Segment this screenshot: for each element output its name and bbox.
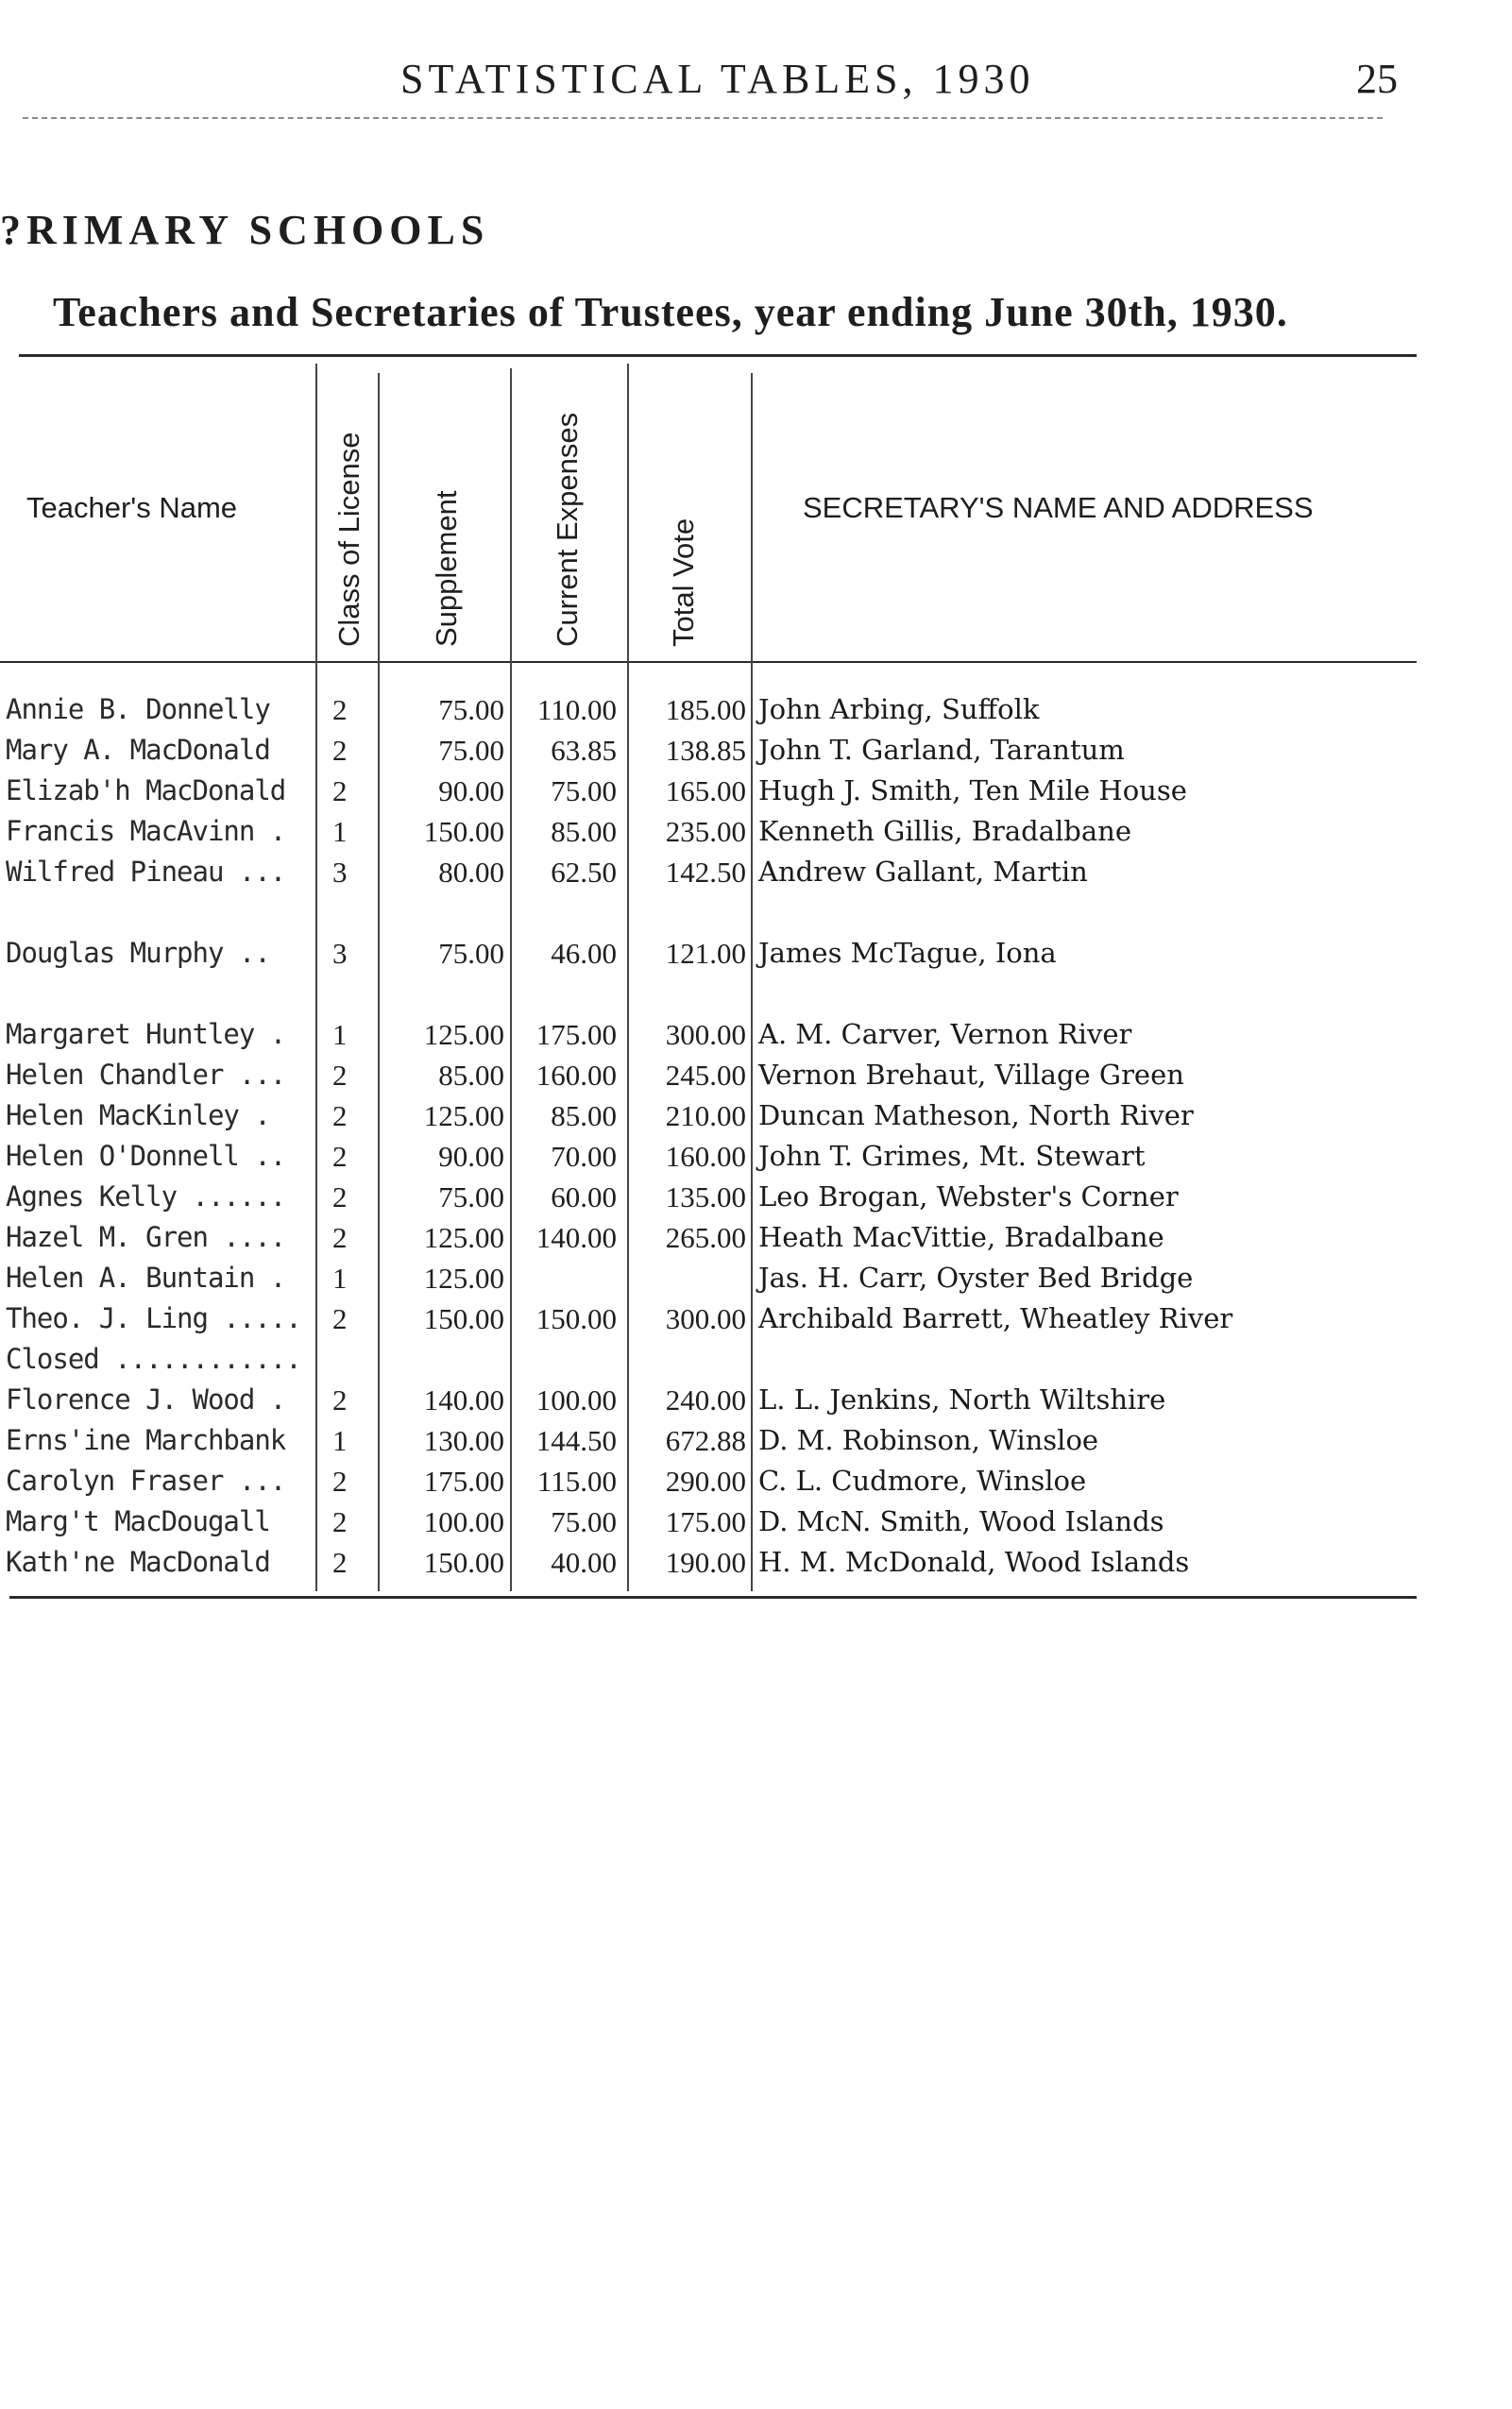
total-vote: 245.00 [665, 1059, 746, 1092]
table-row [0, 1420, 1512, 1461]
col-head-total-vote: Total Vote [667, 517, 700, 647]
secretary-name-address: Heath MacVittie, Bradalbane [758, 1221, 1164, 1253]
table-row [0, 1339, 1512, 1380]
col-head-current-expenses: Current Expenses [551, 412, 584, 647]
table-row [0, 1542, 1512, 1583]
total-vote: 142.50 [665, 856, 746, 889]
secretary-name-address: Duncan Matheson, North River [758, 1099, 1194, 1131]
supplement: 90.00 [438, 1140, 504, 1173]
class-of-license: 2 [332, 1059, 348, 1092]
secretary-name-address: C. L. Cudmore, Winsloe [758, 1465, 1087, 1497]
current-expenses: 63.85 [551, 734, 617, 767]
supplement: 90.00 [438, 774, 504, 807]
secretary-name-address: L. L. Jenkins, North Wiltshire [758, 1383, 1166, 1416]
current-expenses: 110.00 [536, 693, 617, 726]
running-head [0, 55, 1512, 111]
table-row [0, 1055, 1512, 1095]
current-expenses: 60.00 [551, 1180, 617, 1213]
supplement: 150.00 [423, 815, 504, 848]
current-expenses: 70.00 [551, 1140, 617, 1173]
teacher-name: Kath'ne MacDonald [6, 1546, 270, 1578]
supplement: 125.00 [423, 1099, 504, 1132]
col-head-class-of-license: Class of License [332, 432, 365, 647]
table-row [0, 1258, 1512, 1298]
current-expenses: 46.00 [551, 937, 617, 970]
total-vote: 165.00 [665, 774, 746, 807]
secretary-name-address: James McTague, Iona [758, 937, 1057, 969]
current-expenses: 160.00 [535, 1059, 617, 1092]
secretary-name-address: Kenneth Gillis, Bradalbane [758, 815, 1131, 847]
table-row [0, 933, 1512, 974]
class-of-license: 1 [332, 815, 348, 848]
current-expenses: 115.00 [536, 1465, 617, 1498]
secretary-name-address: John T. Grimes, Mt. Stewart [758, 1140, 1146, 1172]
supplement: 125.00 [423, 1262, 504, 1295]
secretary-name-address: Vernon Brehaut, Village Green [758, 1059, 1184, 1091]
supplement: 75.00 [438, 937, 504, 970]
total-vote: 185.00 [665, 693, 746, 726]
current-expenses: 140.00 [535, 1221, 617, 1254]
table-row [0, 1501, 1512, 1542]
total-vote: 290.00 [665, 1465, 746, 1498]
table-row [0, 1298, 1512, 1339]
secretary-name-address: D. McN. Smith, Wood Islands [758, 1505, 1164, 1537]
current-expenses: 40.00 [551, 1546, 617, 1579]
supplement: 175.00 [423, 1465, 504, 1498]
current-expenses: 85.00 [551, 815, 617, 848]
total-vote: 240.00 [665, 1383, 746, 1417]
supplement: 125.00 [423, 1221, 504, 1254]
teacher-name: Carolyn Fraser ... [6, 1465, 286, 1497]
total-vote: 121.00 [665, 937, 746, 970]
running-title: STATISTICAL TABLES, 1930 [400, 56, 1035, 102]
class-of-license: 2 [332, 774, 348, 807]
teacher-name: Elizab'h MacDonald [6, 774, 286, 806]
secretary-name-address: H. M. McDonald, Wood Islands [758, 1546, 1190, 1578]
current-expenses: 75.00 [551, 1505, 617, 1538]
total-vote: 175.00 [665, 1505, 746, 1538]
teacher-name: Closed ............ [6, 1343, 301, 1375]
teacher-name: Helen A. Buntain . [6, 1262, 286, 1294]
table-caption: Teachers and Secretaries of Trustees, year ending June 30th, 1930. [53, 289, 1288, 335]
supplement: 150.00 [423, 1302, 504, 1335]
table-top-rule [19, 354, 1417, 357]
total-vote: 190.00 [665, 1546, 746, 1579]
supplement: 75.00 [438, 693, 504, 726]
secretary-name-address: Jas. H. Carr, Oyster Bed Bridge [758, 1262, 1194, 1294]
teacher-name: Helen O'Donnell .. [6, 1140, 286, 1172]
total-vote: 210.00 [665, 1099, 746, 1132]
total-vote: 300.00 [665, 1018, 746, 1051]
teacher-name: Theo. J. Ling ..... [6, 1302, 301, 1334]
secretary-name-address: Andrew Gallant, Martin [758, 856, 1088, 888]
class-of-license: 2 [332, 1505, 348, 1538]
teacher-name: Hazel M. Gren .... [6, 1221, 286, 1253]
secretary-name-address: Hugh J. Smith, Ten Mile House [758, 774, 1187, 806]
current-expenses: 85.00 [551, 1099, 617, 1132]
current-expenses: 175.00 [535, 1018, 617, 1051]
col-head-teacher-name: Teacher's Name [26, 491, 238, 524]
secretary-name-address: D. M. Robinson, Winsloe [758, 1424, 1099, 1456]
total-vote: 160.00 [665, 1140, 746, 1173]
col-head-secretary: SECRETARY'S NAME AND ADDRESS [803, 491, 1314, 524]
secretary-name-address: John T. Garland, Tarantum [758, 734, 1125, 766]
teacher-name: Mary A. MacDonald [6, 734, 270, 766]
total-vote: 300.00 [665, 1302, 746, 1335]
teacher-name: Helen MacKinley . [6, 1099, 270, 1131]
table-row [0, 1014, 1512, 1055]
teacher-name: Douglas Murphy .. [6, 937, 270, 969]
class-of-license: 1 [332, 1262, 348, 1295]
class-of-license: 2 [332, 1465, 348, 1498]
class-of-license: 2 [332, 1221, 348, 1254]
supplement: 100.00 [423, 1505, 504, 1538]
teacher-name: Agnes Kelly ...... [6, 1180, 286, 1213]
class-of-license: 2 [332, 1546, 348, 1579]
section-heading: ?RIMARY SCHOOLS [0, 207, 490, 253]
total-vote: 265.00 [665, 1221, 746, 1254]
class-of-license: 2 [332, 1302, 348, 1335]
teacher-name: Annie B. Donnelly [6, 693, 270, 725]
table-row [0, 1380, 1512, 1420]
supplement: 140.00 [423, 1383, 504, 1417]
class-of-license: 2 [332, 1383, 348, 1417]
supplement: 85.00 [438, 1059, 504, 1092]
secretary-name-address: John Arbing, Suffolk [758, 693, 1040, 725]
teacher-name: Helen Chandler ... [6, 1059, 286, 1091]
supplement: 150.00 [423, 1546, 504, 1579]
supplement: 80.00 [438, 856, 504, 889]
current-expenses: 75.00 [551, 774, 617, 807]
table-row [0, 852, 1512, 892]
table-row [0, 1177, 1512, 1217]
page-number: 25 [1356, 56, 1398, 102]
total-vote: 672.88 [665, 1424, 746, 1457]
teacher-name: Wilfred Pineau ... [6, 856, 286, 888]
table-bottom-rule [9, 1596, 1417, 1599]
class-of-license: 1 [332, 1424, 348, 1457]
total-vote: 138.85 [665, 734, 746, 767]
teacher-name: Erns'ine Marchbank [6, 1424, 286, 1456]
total-vote: 135.00 [665, 1180, 746, 1213]
current-expenses: 62.50 [551, 856, 617, 889]
teacher-name: Florence J. Wood . [6, 1383, 286, 1416]
header-bottom-rule [0, 661, 1417, 663]
table-row [0, 811, 1512, 852]
table-row [0, 1461, 1512, 1501]
table-row [0, 771, 1512, 811]
class-of-license: 3 [332, 856, 348, 889]
class-of-license: 2 [332, 1099, 348, 1132]
supplement: 130.00 [423, 1424, 504, 1457]
teacher-name: Marg't MacDougall [6, 1505, 270, 1537]
table-row [0, 730, 1512, 771]
table-row [0, 1095, 1512, 1136]
supplement: 125.00 [423, 1018, 504, 1051]
secretary-name-address: Leo Brogan, Webster's Corner [758, 1180, 1179, 1213]
teacher-name: Margaret Huntley . [6, 1018, 286, 1050]
teacher-name: Francis MacAvinn . [6, 815, 286, 847]
class-of-license: 2 [332, 1140, 348, 1173]
header-rule [23, 117, 1383, 119]
class-of-license: 2 [332, 734, 348, 767]
current-expenses: 100.00 [535, 1383, 617, 1417]
total-vote: 235.00 [665, 815, 746, 848]
class-of-license: 3 [332, 937, 348, 970]
secretary-name-address: Archibald Barrett, Wheatley River [758, 1302, 1233, 1334]
class-of-license: 2 [332, 693, 348, 726]
table-row [0, 1217, 1512, 1258]
table-row [0, 689, 1512, 730]
class-of-license: 2 [332, 1180, 348, 1213]
col-head-supplement: Supplement [430, 490, 463, 647]
secretary-name-address: A. M. Carver, Vernon River [758, 1018, 1132, 1050]
supplement: 75.00 [438, 734, 504, 767]
current-expenses: 150.00 [535, 1302, 617, 1335]
class-of-license: 1 [332, 1018, 348, 1051]
supplement: 75.00 [438, 1180, 504, 1213]
table-row [0, 1136, 1512, 1177]
current-expenses: 144.50 [535, 1424, 617, 1457]
